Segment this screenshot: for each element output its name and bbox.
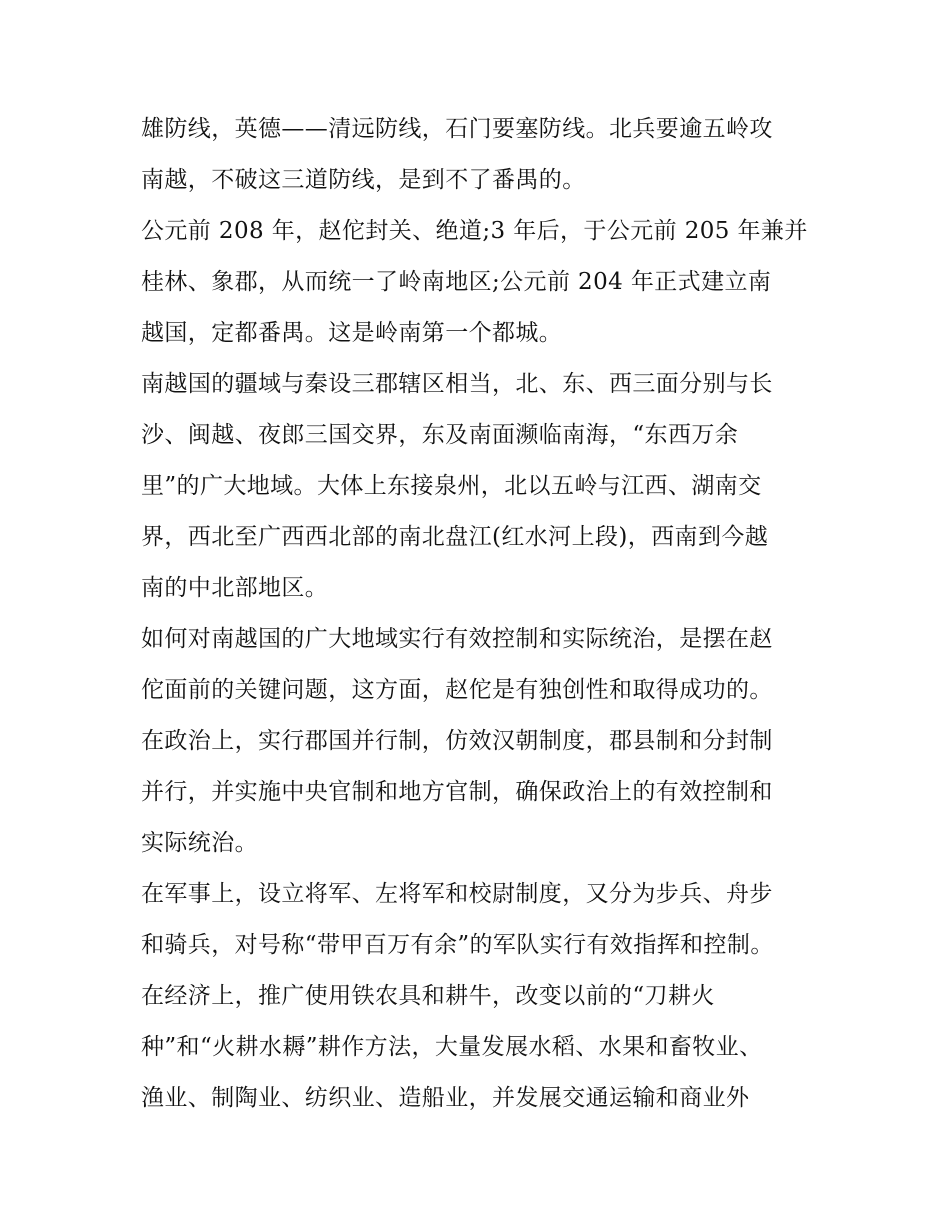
text-line: 在经济上，推广使用铁农具和耕牛，改变以前的“刀耕火 <box>141 983 715 1009</box>
text-line: 公元前 208 年，赵佗封关、绝道;3 年后，于公元前 205 年兼并 <box>141 218 808 244</box>
text-line: 南越国的疆域与秦设三郡辖区相当，北、东、西三面分别与长 <box>141 371 773 397</box>
text-line: 南的中北部地区。 <box>141 575 329 601</box>
text-line: 并行，并实施中央官制和地方官制，确保政治上的有效控制和 <box>141 779 773 805</box>
text-line: 南越，不破这三道防线，是到不了番禺的。 <box>141 167 586 193</box>
text-line: 和骑兵，对号称“带甲百万有余”的军队实行有效指挥和控制。 <box>141 932 774 958</box>
text-line: 如何对南越国的广大地域实行有效控制和实际统治，是摆在赵 <box>141 626 773 652</box>
text-line: 实际统治。 <box>141 830 258 856</box>
text-line: 里”的广大地域。大体上东接泉州，北以五岭与江西、湖南交 <box>141 473 762 499</box>
text-line: 种”和“火耕水耨”耕作方法，大量发展水稻、水果和畜牧业、 <box>141 1034 763 1060</box>
text-line: 渔业、制陶业、纺织业、造船业，并发展交通运输和商业外 <box>141 1085 750 1111</box>
text-line: 界，西北至广西西北部的南北盘江(红水河上段)，西南到今越 <box>141 524 769 550</box>
text-line: 在军事上，设立将军、左将军和校尉制度，又分为步兵、舟步 <box>141 881 773 907</box>
document-body-text <box>141 104 821 1124</box>
text-line: 沙、闽越、夜郎三国交界，东及南面濒临南海，“东西万余 <box>141 422 739 448</box>
text-line: 越国，定都番禺。这是岭南第一个都城。 <box>141 320 563 346</box>
text-line: 在政治上，实行郡国并行制，仿效汉朝制度，郡县制和分封制 <box>141 728 773 754</box>
text-line: 桂林、象郡，从而统一了岭南地区;公元前 204 年正式建立南 <box>141 269 772 295</box>
text-line: 雄防线，英德——清远防线，石门要塞防线。北兵要逾五岭攻 <box>141 116 773 142</box>
text-line: 佗面前的关键问题，这方面，赵佗是有独创性和取得成功的。 <box>141 677 773 703</box>
